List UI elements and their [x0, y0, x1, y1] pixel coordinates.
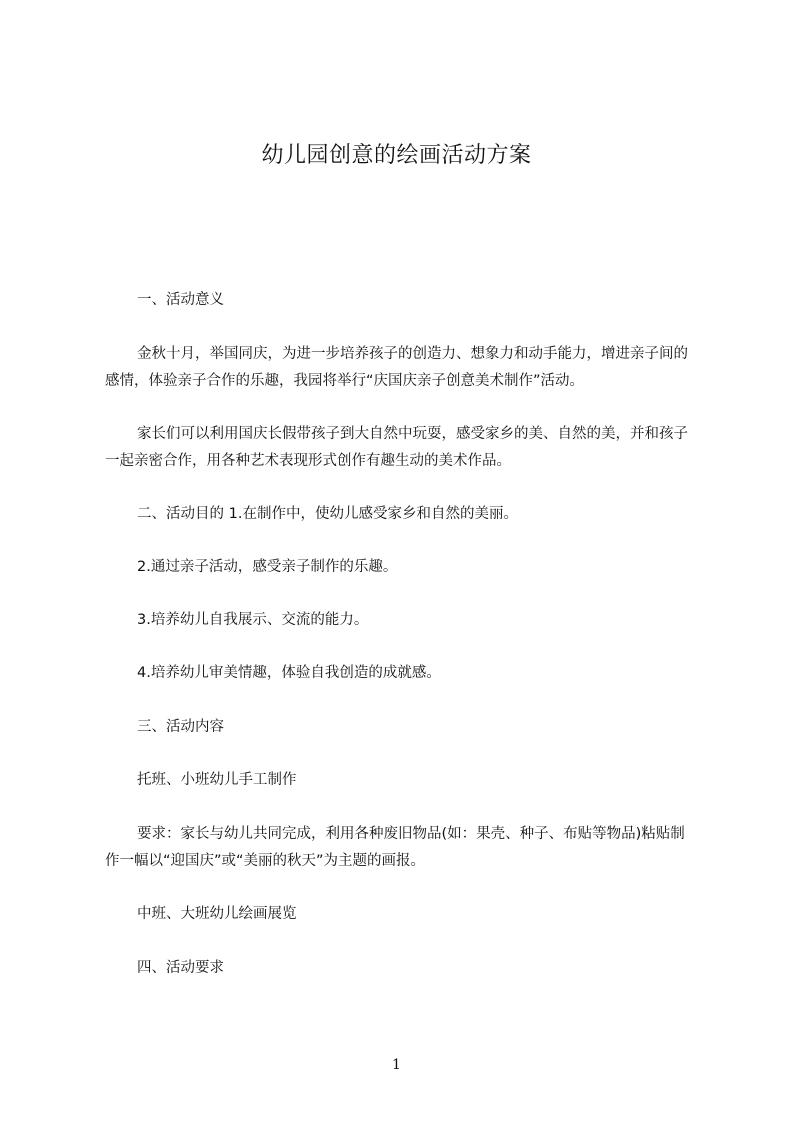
page-number: 1 — [392, 1057, 401, 1073]
paragraph-requirements-handcraft: 要求：家长与幼儿共同完成，利用各种废旧物品(如：果壳、种子、布贴等物品)粘贴制作一幅以“迎国庆”或“美丽的秋天”为主题的画报。 — [105, 826, 685, 869]
purpose-item-2: 2.通过亲子活动，感受亲子制作的乐趣。 — [137, 559, 398, 575]
purpose-item-4: 4.培养幼儿审美情趣，体验自我创造的成就感。 — [137, 665, 441, 681]
purpose-item-3: 3.培养幼儿自我展示、交流的能力。 — [137, 612, 369, 628]
content-subheading-large-classes: 中班、大班幼儿绘画展览 — [137, 906, 297, 922]
section-heading-content: 三、活动内容 — [137, 719, 224, 735]
section-heading-significance: 一、活动意义 — [137, 292, 224, 308]
section-heading-purpose: 二、活动目的 1.在制作中，使幼儿感受家乡和自然的美丽。 — [137, 506, 518, 522]
section-heading-requirements: 四、活动要求 — [137, 960, 224, 976]
document-title: 幼儿园创意的绘画活动方案 — [261, 143, 532, 168]
paragraph-significance-2: 家长们可以利用国庆长假带孩子到大自然中玩耍，感受家乡的美、自然的美，并和孩子一起亲密合作，用各种艺术表现形式创作有趣生动的美术作品。 — [105, 426, 688, 469]
content-subheading-small-classes: 托班、小班幼儿手工制作 — [137, 772, 297, 788]
paragraph-significance-1: 金秋十月，举国同庆，为进一步培养孩子的创造力、想象力和动手能力，增进亲子间的感情，体验亲子合作的乐趣，我园将举行“庆国庆亲子创意美术制作”活动。 — [105, 346, 688, 389]
